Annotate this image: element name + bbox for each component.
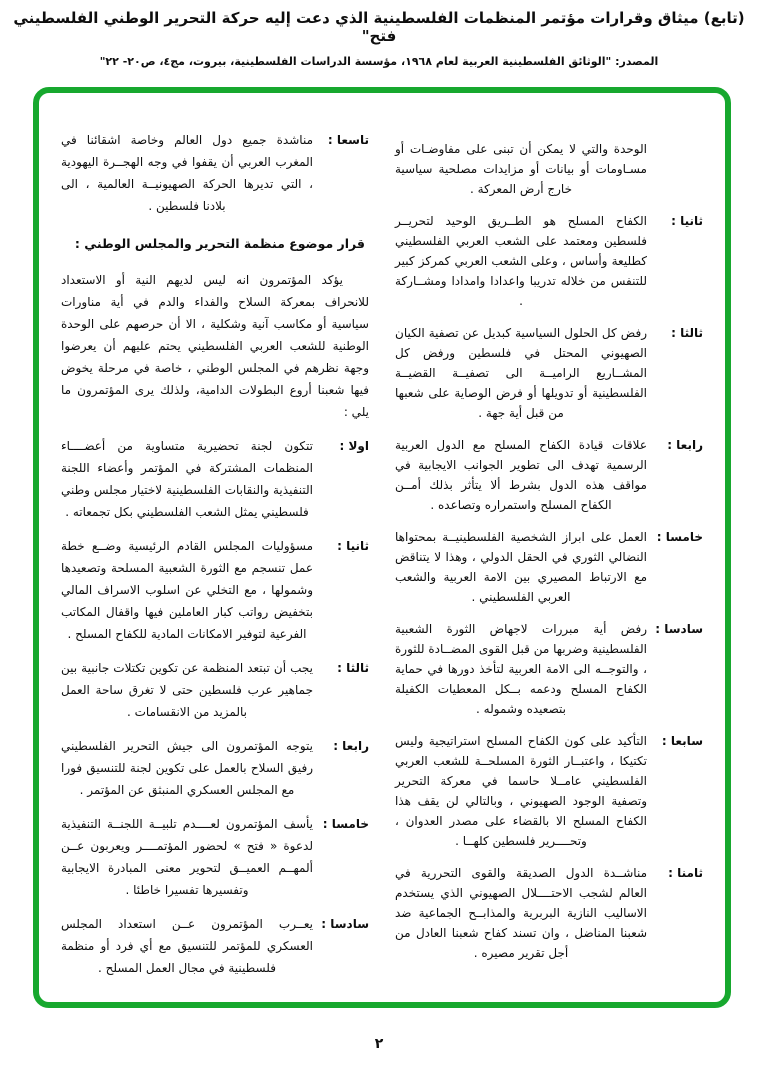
- clause-label: خامسا :: [322, 817, 369, 831]
- paragraph-clause-9: [61, 129, 369, 217]
- clause-text: رفض أية مبررات لاجهاض الثورة الشعبية الفلسطينية وضربها من قبل القوى المضــادة للثورة ، والتوجــه الى الامة العربية لتأخذ دورها في حماية الكفاح المسلح ودعمه بــكل المعطيات الكفيلة بتصعيده وشموله .: [395, 622, 647, 716]
- paragraph-clause-7: [395, 731, 703, 851]
- paragraph-intro: يؤكد المؤتمرون انه ليس لديهم النية أو الاستعداد للانحراف بمعركة السلاح والفداء والدم في أية مناورات سياسية أو مكاسب آنية وشكلية ، الا أن حرصهم على الوحدة الوطنية للشعب العربي الفلسطيني يحتم عليهم أن يعرضوا وجهة نظرهم في المجلس الوطني ، خاصة في مرحلة يخوض فيها شعبنا أروع البطولات الدامية، ولذلك يرى المؤتمرون ما يلي :: [61, 273, 369, 419]
- clause-label: ثالثا :: [671, 326, 703, 340]
- clause-text: مناشــدة الدول الصديقة والقوى التحررية في العالم لشجب الاحتــــلال الصهيوني الذي يستخدم الاساليب النازية البربرية والمذابــح الجماعية ضد شعبنا المناضل ، وان تسند كفاح شعبنا العادل من أجل تقرير مصيره .: [395, 866, 647, 960]
- paragraph-clause-5: [395, 527, 703, 607]
- clause-label: ثانيا :: [337, 539, 369, 553]
- clause-text: تتكون لجنة تحضيرية متساوية من أعضــــاء المنظمات المشتركة في المؤتمر وأعضاء اللجنة التنفيذية والنقابات الفلسطينية لاختيار مجلس وطني فلسطيني يمثل الشعب الفلسطيني بكل تجمعاته .: [61, 439, 313, 519]
- clause-label: ثانيا :: [671, 214, 703, 228]
- clause-text: رفض كل الحلول السياسية كبديل عن تصفية الكيان الصهيوني المحتل في فلسطين ورفض كل المشــاريع الراميــة الى تصفيــة القضيــة الفلسطينية أو تدويلها أو فرض الوصاية على شعبها من قبل أية جهة .: [395, 326, 647, 420]
- paragraph-clause-3: [395, 323, 703, 423]
- document-title: (تابع) ميثاق وقرارات مؤتمر المنظمات الفلسطينية الذي دعت إليه حركة التحرير الوطني الفلسطيني فتح": [13, 9, 745, 45]
- clause-label: اولا :: [339, 439, 369, 453]
- clause-text: الكفاح المسلح هو الطــريق الوحيد لتحريــر فلسطين ومعتمد على الشعب العربي الفلسطيني كطليعة وأساس ، وعلى الشعب العربي كمركز كبير للتنفس من خلاله تدريبا واعدادا وامدادا ومشــاركة .: [395, 214, 647, 308]
- paragraph-clause-2: [395, 211, 703, 311]
- clause-label: رابعا :: [667, 438, 703, 452]
- clause-text: التأكيد على كون الكفاح المسلح استراتيجية وليس تكتيكا ، واعتبــار الثورة المسلحــة للشعب العربي الفلسطيني عامــلا حاسما في معركة التحرير وتصفية الوجود الصهيوني ، وبالتالي لن يقف هذا الكفاح المسلح الا بالقضاء على مصدر العدوان ، وتحــــرير فلسطين كلهــا .: [395, 734, 647, 848]
- clause-text: علاقات قيادة الكفاح المسلح مع الدول العربية الرسمية تهدف الى تطوير الجوانب الايجابية في مواقف هذه الدول بشرط ألا يتأثر بذلك أمــن الكفاح المسلح واستمراره وتصاعده .: [395, 438, 647, 512]
- paragraph-clause-4: [395, 435, 703, 515]
- clause-label: ثامنا :: [668, 866, 703, 880]
- paragraph-resolution-4: [61, 735, 369, 801]
- paragraph-clause-6: [395, 619, 703, 719]
- clause-label: [647, 139, 703, 199]
- document-source-line: المصدر: "الوثائق الفلسطينية العربية لعام ١٩٦٨، مؤسسة الدراسات الفلسطينية، بيروت، مج٤، ص٢٠- ٢٢": [99, 55, 659, 68]
- clause-text: يأسف المؤتمرون لعــــدم تلبيــة اللجنــة التنفيذية لدعوة « فتح » لحضور المؤتمــــر ويعربون عــن ألمهــم العميــق لتحوير معنى المبادرة الايجابية وتفسيرها تفسيرا خاطئا .: [61, 817, 313, 897]
- clause-label: سادسا :: [321, 917, 369, 931]
- clause-label: تاسعا :: [327, 133, 369, 147]
- clause-label: سادسا :: [655, 622, 703, 636]
- section-heading: قرار موضوع منظمة التحرير والمجلس الوطني :: [74, 236, 365, 251]
- clause-text: مناشدة جميع دول العالم وخاصة اشقائنا في المغرب العربي أن يقفوا في وجه الهجــرة اليهودية ، التي تديرها الحركة الصهيونيــة العالمية ، الى بلادنا فلسطين .: [61, 133, 313, 213]
- page-number: ٢: [374, 1036, 384, 1052]
- clause-label: رابعا :: [333, 739, 369, 753]
- paragraph-continuation: [395, 139, 703, 199]
- clause-text: الوحدة والتي لا يمكن أن تبنى على مفاوضـات أو مسـاومات أو بيانات أو مزايدات مصلحية سياسية خارج أرض المعركة .: [395, 142, 647, 196]
- column-left: [61, 129, 369, 996]
- clause-label: ثالثا :: [337, 661, 369, 675]
- column-right: [395, 129, 703, 996]
- paragraph-resolution-6: [61, 913, 369, 979]
- paragraph-resolution-3: [61, 657, 369, 723]
- paragraph-resolution-2: [61, 535, 369, 645]
- paragraph-clause-8: [395, 863, 703, 963]
- clause-label: خامسا :: [656, 530, 703, 544]
- content-frame: [33, 87, 731, 1008]
- clause-text: العمل على ابراز الشخصية الفلسطينيــة بمحتواها النضالي الثوري في الحقل الدولي ، وهذا لا يتناقض مع الارتباط المصيري بين الامة العربية والشعب العربي الفلسطيني .: [395, 530, 647, 604]
- clause-label: سابعا :: [661, 734, 703, 748]
- clause-text: يجب أن تبتعد المنظمة عن تكوين تكتلات جانبية بين جماهير عرب فلسطين حتى لا تغرق ساحة العمل بالمزيد من الانقسامات .: [61, 661, 313, 719]
- clause-text: يتوجه المؤتمرون الى جيش التحرير الفلسطيني رفيق السلاح بالعمل على تكوين لجنة للتنسيق فورا مع المجلس العسكري المنبثق عن المؤتمر .: [61, 739, 313, 797]
- paragraph-resolution-5: [61, 813, 369, 901]
- paragraph-resolution-1: [61, 435, 369, 523]
- page-header: [0, 0, 758, 68]
- clause-text: يعــرب المؤتمرون عــن استعداد المجلس العسكري للمؤتمر للتنسيق مع أي فرد أو منظمة فلسطينية في مجال العمل المسلح .: [61, 917, 313, 975]
- clause-text: مسؤوليات المجلس القادم الرئيسية وضــع خطة عمل تنسجم مع الثورة الشعبية المسلحة وتصعيدها وشمولها ، مع التخلي عن اسلوب الاسراف المالي بتخفيض رواتب كبار العاملين فيها واقفال المكاتب الفرعية لتوفير الامكانات المادية للكفاح المسلح .: [61, 539, 313, 641]
